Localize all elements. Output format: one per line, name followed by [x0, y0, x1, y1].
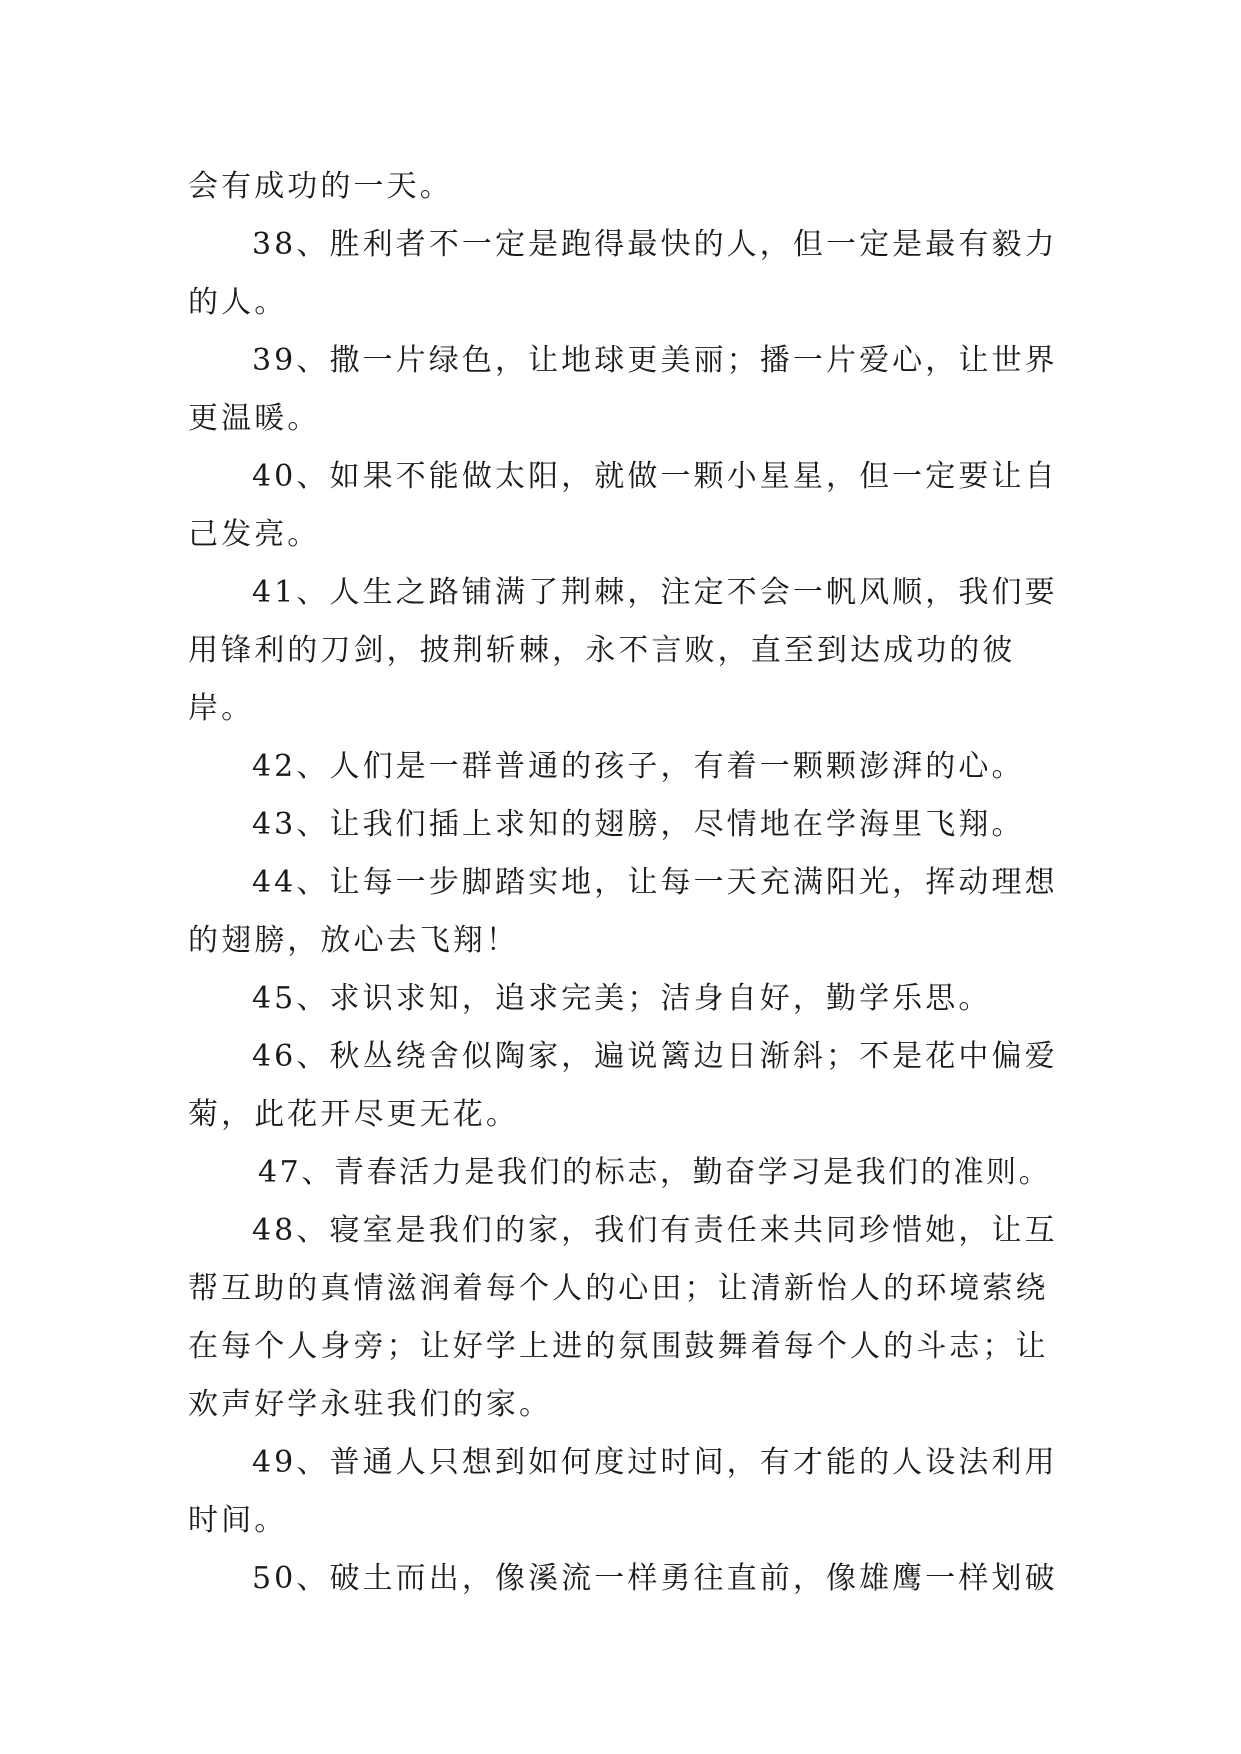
paragraph-item-45: 45、求识求知，追求完美；洁身自好，勤学乐思。 — [252, 981, 992, 1016]
document-body — [188, 158, 1060, 1608]
paragraph-item-39: 39、撒一片绿色，让地球更美丽；播一片爱心，让世界更温暖。 — [188, 343, 1058, 436]
paragraph-item-40: 40、如果不能做太阳，就做一颗小星星，但一定要让自己发亮。 — [188, 459, 1058, 552]
paragraph-continuation: 会有成功的一天。 — [188, 169, 453, 204]
paragraph-item-43: 43、让我们插上求知的翅膀，尽情地在学海里飞翔。 — [252, 807, 1025, 842]
paragraph-item-42: 42、人们是一群普通的孩子，有着一颗颗澎湃的心。 — [252, 749, 1025, 784]
paragraph-item-48: 48、寝室是我们的家，我们有责任来共同珍惜她，让互帮互助的真情滋润着每个人的心田；让清新怡人的环境萦绕在每个人身旁；让好学上进的氛围鼓舞着每个人的斗志；让欢声好学永驻我们的家。 — [188, 1213, 1058, 1422]
paragraph-item-47: 47、青春活力是我们的标志，勤奋学习是我们的准则。 — [258, 1155, 1052, 1190]
paragraph-item-44: 44、让每一步脚踏实地，让每一天充满阳光，挥动理想的翅膀，放心去飞翔！ — [188, 865, 1058, 958]
paragraph-item-46: 46、秋丛绕舍似陶家，遍说篱边日渐斜；不是花中偏爱菊，此花开尽更无花。 — [188, 1039, 1058, 1132]
paragraph-item-50: 50、破土而出，像溪流一样勇往直前，像雄鹰一样划破 — [252, 1561, 1058, 1596]
paragraph-item-38: 38、胜利者不一定是跑得最快的人，但一定是最有毅力的人。 — [188, 227, 1058, 320]
paragraph-item-49: 49、普通人只想到如何度过时间，有才能的人设法利用时间。 — [188, 1445, 1058, 1538]
paragraph-item-41: 41、人生之路铺满了荆棘，注定不会一帆风顺，我们要用锋利的刀剑，披荆斩棘，永不言败，直至到达成功的彼岸。 — [188, 575, 1058, 726]
